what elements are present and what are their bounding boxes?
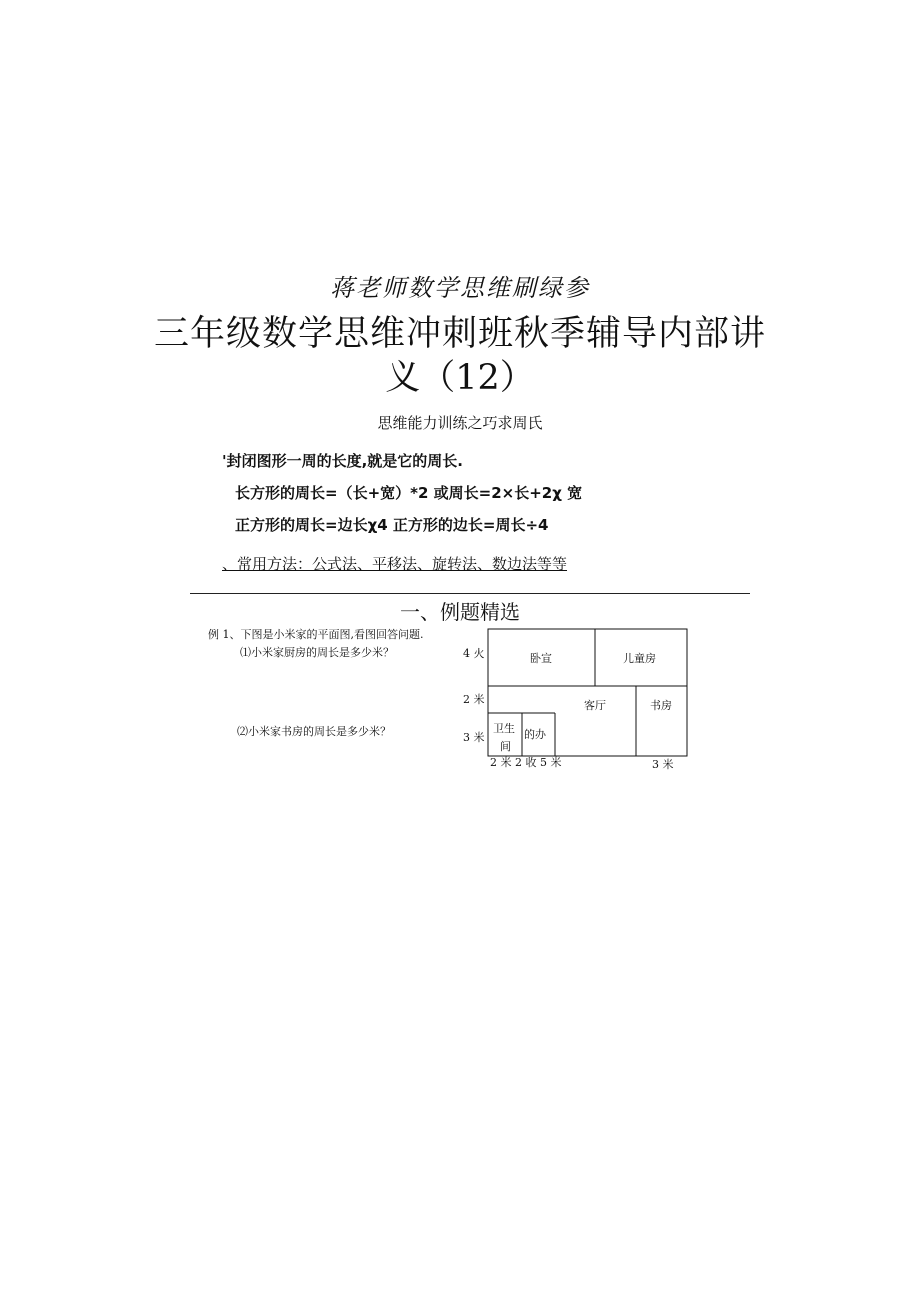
section-heading: 一、例题精选 (400, 600, 520, 624)
room-label-living-room: 客厅 (584, 699, 606, 712)
example-1-question-1: ⑴小米家厨房的周长是多少米？ (240, 646, 394, 659)
room-label-bathroom-line-2: 间 (500, 740, 511, 753)
lecture-series-subtitle: 蒋老师数学思维刷绿参 (330, 274, 590, 302)
section-divider (190, 593, 750, 594)
page-title-line-1: 三年级数学思维冲刺班秋季辅导内部讲 (153, 314, 766, 354)
example-1-prompt: 例 1、下图是小米家的平面图,看图回答问题. (208, 628, 424, 641)
dimension-label-left-bottom: 3 米 (463, 731, 485, 744)
perimeter-definition: '封闭图形一周的长度,就是它的周长. (222, 452, 463, 470)
room-label-bedroom: 卧宣 (530, 652, 552, 665)
page-title-line-2: 义（12） (385, 358, 535, 398)
floor-plan-outline (488, 629, 687, 756)
dimension-label-bottom-left: 2 米 2 收 5 米 (490, 756, 562, 769)
room-label-kitchen: 的办 (524, 728, 546, 741)
dimension-label-bottom-right: 3 米 (652, 758, 674, 771)
room-label-study: 书房 (650, 699, 672, 712)
floor-plan-diagram (463, 626, 693, 776)
topic-heading: 思维能力训练之巧求周氏 (377, 414, 543, 432)
example-1-question-2: ⑵小米家书房的周长是多少米？ (237, 725, 391, 738)
dimension-label-left-middle: 2 米 (463, 693, 485, 706)
rectangle-perimeter-formula: 长方形的周长=（长+宽）*2 或周长=2×长+2χ 宽 (235, 484, 583, 502)
room-label-bathroom-line-1: 卫生 (493, 722, 515, 735)
square-perimeter-formula: 正方形的周长=边长χ4 正方形的边长=周长÷4 (235, 516, 549, 534)
room-label-kids-room: 儿童房 (623, 652, 656, 665)
dimension-label-left-top: 4 火 (463, 647, 485, 660)
common-methods: 、常用方法：公式法、平移法、旋转法、数边法等等 (222, 555, 568, 573)
